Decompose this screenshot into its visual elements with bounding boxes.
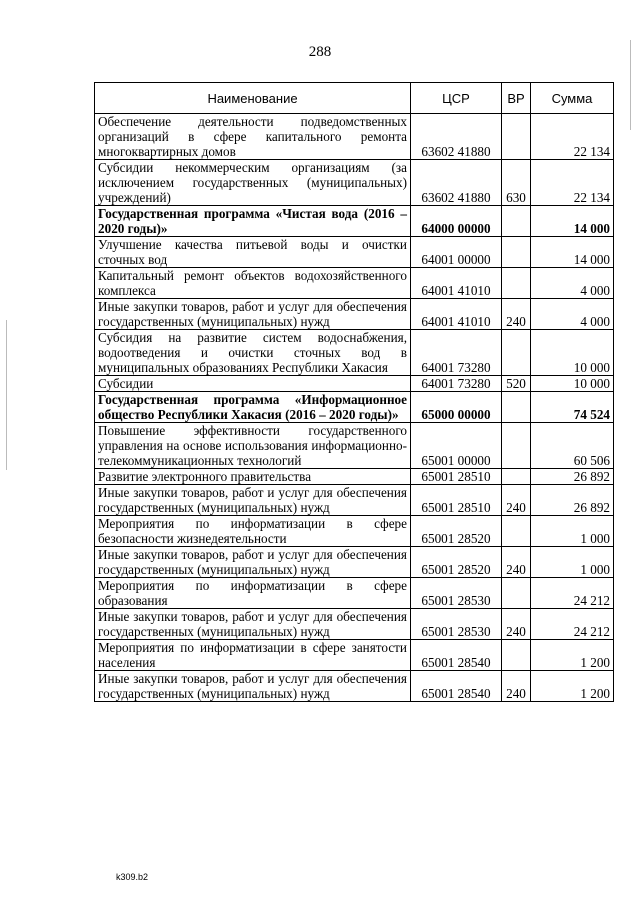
row-vr-cell — [502, 330, 531, 376]
row-vr-cell — [502, 206, 531, 237]
row-vr-cell — [502, 578, 531, 609]
row-csr-cell: 63602 41880 — [411, 160, 502, 206]
row-vr-cell — [502, 237, 531, 268]
row-vr-cell: 240 — [502, 485, 531, 516]
row-csr-cell: 65001 00000 — [411, 423, 502, 469]
row-csr-cell: 65001 28540 — [411, 671, 502, 702]
row-sum-cell: 24 212 — [531, 609, 614, 640]
row-vr-cell — [502, 516, 531, 547]
row-csr-cell: 64001 00000 — [411, 237, 502, 268]
row-vr-cell — [502, 640, 531, 671]
table-row — [95, 114, 614, 160]
table-body — [95, 114, 614, 702]
header-sum: Сумма — [531, 83, 614, 114]
row-csr-cell: 64001 41010 — [411, 299, 502, 330]
table-header-row — [95, 83, 614, 114]
row-csr-cell: 64001 73280 — [411, 376, 502, 392]
row-name-cell: Мероприятия по информатизации в сфере образования — [95, 578, 411, 609]
row-csr-cell: 65001 28530 — [411, 609, 502, 640]
row-name-cell: Субсидии — [95, 376, 411, 392]
row-csr-cell: 64000 00000 — [411, 206, 502, 237]
row-name-cell: Иные закупки товаров, работ и услуг для обеспечения государственных (муниципальных) нужд — [95, 485, 411, 516]
row-csr-cell: 65001 28510 — [411, 485, 502, 516]
table-row — [95, 392, 614, 423]
table-row — [95, 160, 614, 206]
row-name-cell: Иные закупки товаров, работ и услуг для обеспечения государственных (муниципальных) нужд — [95, 609, 411, 640]
row-csr-cell: 63602 41880 — [411, 114, 502, 160]
header-vr: ВР — [502, 83, 531, 114]
row-csr-cell: 65000 00000 — [411, 392, 502, 423]
row-vr-cell: 520 — [502, 376, 531, 392]
table-row — [95, 469, 614, 485]
row-sum-cell: 1 200 — [531, 640, 614, 671]
row-name-cell: Повышение эффективности государственного управления на основе использования информационно-телекоммуникационных технологий — [95, 423, 411, 469]
row-vr-cell: 240 — [502, 547, 531, 578]
row-name-cell: Иные закупки товаров, работ и услуг для обеспечения государственных (муниципальных) нужд — [95, 547, 411, 578]
row-sum-cell: 4 000 — [531, 299, 614, 330]
row-sum-cell: 10 000 — [531, 330, 614, 376]
row-name-cell: Развитие электронного правительства — [95, 469, 411, 485]
table-row — [95, 376, 614, 392]
row-sum-cell: 14 000 — [531, 206, 614, 237]
row-name-cell: Субсидии некоммерческим организациям (за исключением государственных (муниципальных) учреждений) — [95, 160, 411, 206]
row-sum-cell: 1 000 — [531, 547, 614, 578]
table-row — [95, 268, 614, 299]
row-vr-cell — [502, 114, 531, 160]
row-vr-cell — [502, 268, 531, 299]
row-name-cell: Обеспечение деятельности подведомственных организаций в сфере капитального ремонта многоквартирных домов — [95, 114, 411, 160]
row-vr-cell: 630 — [502, 160, 531, 206]
header-csr: ЦСР — [411, 83, 502, 114]
row-name-cell: Мероприятия по информатизации в сфере занятости населения — [95, 640, 411, 671]
row-sum-cell: 74 524 — [531, 392, 614, 423]
table-row — [95, 640, 614, 671]
row-sum-cell: 24 212 — [531, 578, 614, 609]
row-vr-cell — [502, 392, 531, 423]
table-row — [95, 516, 614, 547]
row-csr-cell: 65001 28540 — [411, 640, 502, 671]
row-csr-cell: 65001 28520 — [411, 516, 502, 547]
header-name: Наименование — [95, 83, 411, 114]
row-sum-cell: 22 134 — [531, 160, 614, 206]
row-vr-cell: 240 — [502, 671, 531, 702]
row-name-cell: Иные закупки товаров, работ и услуг для обеспечения государственных (муниципальных) нужд — [95, 299, 411, 330]
row-csr-cell: 64001 41010 — [411, 268, 502, 299]
row-sum-cell: 22 134 — [531, 114, 614, 160]
row-sum-cell: 1 200 — [531, 671, 614, 702]
table-row — [95, 547, 614, 578]
page-number: 288 — [308, 44, 332, 60]
table-row — [95, 237, 614, 268]
row-vr-cell: 240 — [502, 299, 531, 330]
table-row — [95, 671, 614, 702]
row-name-cell: Мероприятия по информатизации в сфере безопасности жизнедеятельности — [95, 516, 411, 547]
row-vr-cell — [502, 423, 531, 469]
row-name-cell: Государственная программа «Чистая вода (2016 – 2020 годы)» — [95, 206, 411, 237]
row-name-cell: Улучшение качества питьевой воды и очистки сточных вод — [95, 237, 411, 268]
row-name-cell: Государственная программа «Информационное общество Республики Хакасия (2016 – 2020 годы)» — [95, 392, 411, 423]
row-sum-cell: 14 000 — [531, 237, 614, 268]
row-csr-cell: 65001 28530 — [411, 578, 502, 609]
row-csr-cell: 65001 28510 — [411, 469, 502, 485]
row-name-cell: Иные закупки товаров, работ и услуг для обеспечения государственных (муниципальных) нужд — [95, 671, 411, 702]
table-row — [95, 423, 614, 469]
table-row — [95, 206, 614, 237]
row-sum-cell: 4 000 — [531, 268, 614, 299]
row-name-cell: Капитальный ремонт объектов водохозяйственного комплекса — [95, 268, 411, 299]
row-sum-cell: 1 000 — [531, 516, 614, 547]
row-name-cell: Субсидия на развитие систем водоснабжения, водоотведения и очистки сточных вод в муниципальных образованиях Республики Хакасия — [95, 330, 411, 376]
row-vr-cell — [502, 469, 531, 485]
table-row — [95, 299, 614, 330]
table-row — [95, 330, 614, 376]
row-sum-cell: 26 892 — [531, 469, 614, 485]
budget-table — [94, 82, 614, 702]
row-sum-cell: 10 000 — [531, 376, 614, 392]
table-row — [95, 609, 614, 640]
row-sum-cell: 26 892 — [531, 485, 614, 516]
scan-edge-mark — [6, 320, 7, 470]
row-csr-cell: 64001 73280 — [411, 330, 502, 376]
row-vr-cell: 240 — [502, 609, 531, 640]
table-row — [95, 578, 614, 609]
footer-code: k309.b2 — [116, 872, 149, 882]
row-sum-cell: 60 506 — [531, 423, 614, 469]
row-csr-cell: 65001 28520 — [411, 547, 502, 578]
table-row — [95, 485, 614, 516]
scan-edge-mark — [630, 40, 631, 130]
